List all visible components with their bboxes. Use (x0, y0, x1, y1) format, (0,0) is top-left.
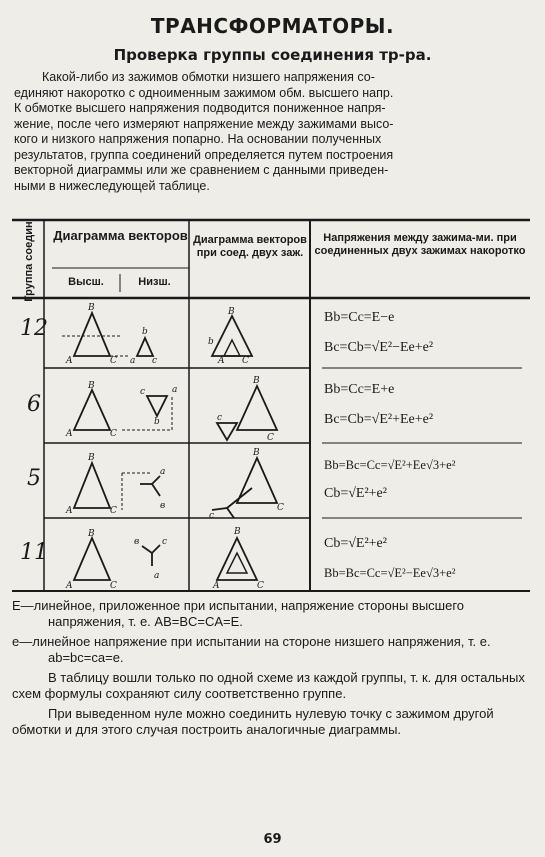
group-12-label: 12 (20, 316, 48, 341)
svg-text:B: B (253, 448, 260, 458)
svg-text:a: a (172, 385, 178, 395)
svg-text:B: B (88, 381, 95, 391)
svg-text:b: b (142, 327, 148, 337)
formula-row-12-1: Bb=Cc=E−e (324, 310, 395, 325)
svg-text:A: A (66, 581, 73, 591)
intro-line: К обмотке высшего напряжения подводится пониженное напря- (14, 101, 386, 115)
svg-text:c: c (217, 413, 223, 423)
voltages-column-header: Напряжения между зажима-ми. при соединенных двух зажимах накоротко (314, 232, 526, 257)
svg-text:a: a (130, 356, 136, 366)
svg-text:b: b (154, 417, 160, 427)
group-5-label: 5 (27, 466, 41, 491)
page-number: 69 (263, 832, 282, 847)
svg-text:C: C (110, 356, 117, 366)
svg-text:c: c (152, 356, 158, 366)
formula-row-5-1: Bb=Bc=Cc=√E²+Ee√3+e² (324, 458, 456, 472)
svg-text:C: C (242, 356, 249, 366)
svg-text:B: B (88, 453, 95, 463)
svg-text:b: b (208, 337, 214, 347)
note-upper-voltage: E—линейное, приложенное при испытании, напряжение стороны высшего напряжения, т. е. AB=BC=CA=E. (12, 598, 465, 629)
note-paragraph-1: В таблицу вошли только по одной схеме из каждой группы, т. к. для остальных схем формулы сохраняют силу соответственно группе. (12, 670, 525, 701)
low-voltage-subheader: Низш. (138, 276, 171, 288)
intro-paragraph (14, 70, 530, 194)
note-paragraph-2: При выведенном нуле можно соединить нулевую точку с зажимом другой обмотки и для этого случая построить аналогичные диаграммы. (12, 706, 494, 737)
svg-text:C: C (277, 503, 284, 513)
connection-group-table (12, 218, 530, 593)
svg-text:C: C (110, 581, 117, 591)
intro-line: результатов, группа соединений определяется путем построения (14, 147, 394, 162)
svg-text:A: A (218, 356, 225, 366)
svg-text:B: B (88, 529, 95, 539)
formula-row-6-1: Bb=Cc=E+e (324, 382, 395, 397)
group-11-label: 11 (20, 540, 48, 565)
intro-line: Какой-либо из зажимов обмотки низшего напряжения со- (42, 70, 375, 84)
section-subtitle: Проверка группы соединения тр-ра. (113, 46, 432, 64)
intro-line: единяют накоротко с одноименным зажимом обм. высшего напр. (14, 85, 394, 100)
table-grid (12, 218, 530, 593)
intro-line: векторной диаграммы или же сравнением с данными приведен- (14, 163, 389, 177)
formula-row-12-2: Bc=Cb=√E²−Ee+e² (324, 340, 434, 355)
svg-text:A: A (213, 581, 220, 591)
formula-row-5-2: Cb=√E²+e² (324, 486, 387, 501)
svg-text:A: A (66, 356, 73, 366)
diagram-column-header: Диаграмма векторов (53, 228, 188, 243)
svg-text:B: B (253, 376, 260, 386)
joined-diagram-column-header: Диаграмма векторов при соед. двух заж. (193, 234, 307, 259)
svg-text:C: C (110, 506, 117, 516)
svg-text:C: C (267, 433, 274, 443)
intro-line: ными в нижеследующей таблице. (14, 178, 210, 193)
group-6-label: 6 (27, 392, 41, 417)
notes-section (12, 598, 532, 738)
svg-text:c: c (140, 387, 146, 397)
svg-text:c: c (162, 537, 168, 547)
high-voltage-subheader: Высш. (68, 276, 104, 288)
page-title: ТРАНСФОРМАТОРЫ. (150, 14, 395, 38)
svg-text:C: C (110, 429, 117, 439)
vertex-labels (65, 303, 284, 591)
svg-text:в: в (160, 501, 166, 511)
formula-row-6-2: Bc=Cb=√E²+Ee+e² (324, 412, 434, 427)
formula-row-11-1: Cb=√E²+e² (324, 536, 387, 551)
intro-line: кого и низкого напряжения попарно. На основании полученных (14, 132, 382, 146)
svg-text:B: B (228, 307, 235, 317)
svg-text:a: a (160, 467, 166, 477)
formula-row-11-2: Bb=Bc=Cc=√E²−Ee√3+e² (324, 566, 456, 580)
svg-text:A: A (66, 506, 73, 516)
svg-text:B: B (234, 527, 241, 537)
svg-text:a: a (154, 571, 160, 581)
svg-text:в: в (134, 537, 140, 547)
row-5-diagrams (74, 458, 277, 518)
svg-text:c: c (209, 511, 215, 521)
svg-text:A: A (66, 429, 73, 439)
row-12-diagrams (62, 313, 252, 356)
intro-line: жение, после чего измеряют напряжение между зажимами высо- (14, 116, 394, 131)
group-column-header: Группа соедин. (23, 217, 35, 302)
svg-text:B: B (88, 303, 95, 313)
svg-text:C: C (257, 581, 264, 591)
note-lower-voltage: e—линейное напряжение при испытании на стороне низшего напряжения, т. е. ab=bc=ca=e. (12, 634, 491, 665)
